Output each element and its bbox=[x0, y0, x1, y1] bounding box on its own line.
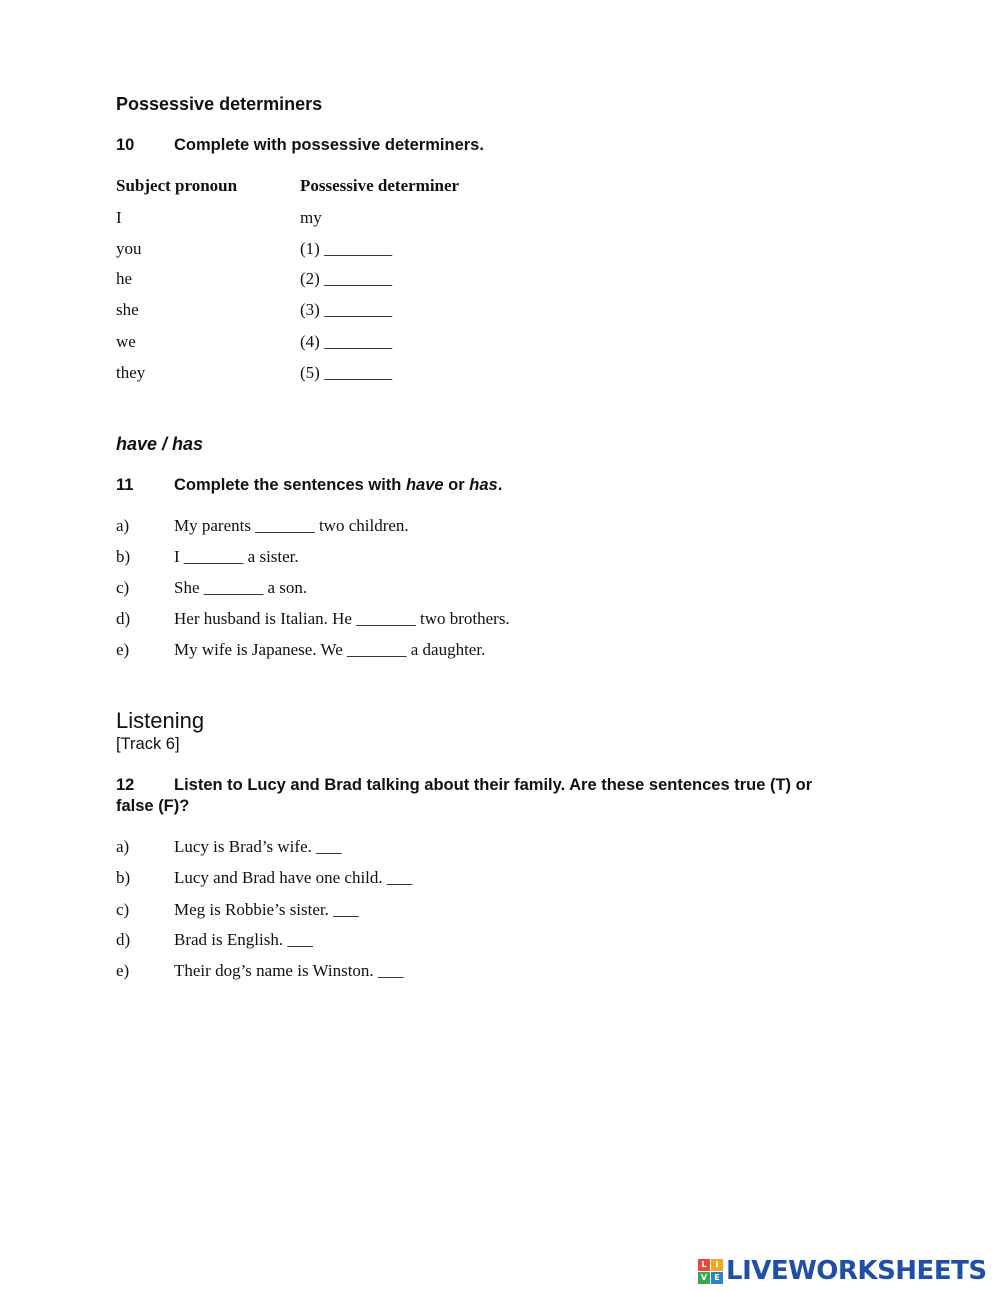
instruction-text: Complete the sentences with bbox=[174, 476, 406, 494]
logo-block: E bbox=[711, 1272, 723, 1284]
item-letter: b) bbox=[116, 547, 131, 566]
exercise-11-instruction bbox=[174, 476, 502, 495]
item-letter: a) bbox=[116, 837, 130, 856]
instruction-have: have bbox=[405, 476, 444, 494]
item-letter: d) bbox=[116, 930, 131, 949]
possessive-blank[interactable]: (1) ________ bbox=[300, 239, 393, 258]
exercise-number-11: 11 bbox=[116, 476, 134, 494]
possessive-blank[interactable]: (3) ________ bbox=[300, 300, 393, 319]
column-header-subject: Subject pronoun bbox=[116, 176, 238, 195]
subject-pronoun: she bbox=[116, 300, 139, 319]
true-false-item[interactable]: Brad is English. ___ bbox=[174, 930, 313, 949]
true-false-item[interactable]: Meg is Robbie’s sister. ___ bbox=[174, 900, 359, 919]
true-false-item[interactable]: Lucy and Brad have one child. ___ bbox=[174, 868, 413, 887]
exercise-number-12: 12 bbox=[116, 776, 135, 794]
item-letter: e) bbox=[116, 640, 130, 659]
possessive-blank[interactable]: (2) ________ bbox=[300, 269, 393, 288]
instruction-end: . bbox=[497, 476, 503, 494]
sentence-item[interactable]: I _______ a sister. bbox=[174, 547, 299, 566]
liveworksheets-logo bbox=[698, 1256, 987, 1286]
instruction-or: or bbox=[443, 476, 470, 494]
sentence-item[interactable]: Her husband is Italian. He _______ two brothers. bbox=[174, 609, 510, 628]
subject-pronoun: I bbox=[116, 208, 122, 227]
exercise-12-instruction-line2: false (F)? bbox=[116, 797, 190, 815]
logo-block: L bbox=[698, 1259, 710, 1271]
sentence-item[interactable]: My wife is Japanese. We _______ a daughter. bbox=[174, 640, 486, 659]
true-false-item[interactable]: Lucy is Brad’s wife. ___ bbox=[174, 837, 342, 856]
subject-pronoun: we bbox=[116, 332, 136, 351]
logo-text: LIVEWORKSHEETS bbox=[726, 1256, 987, 1286]
instruction-has: has bbox=[469, 476, 498, 494]
logo-block: V bbox=[698, 1272, 710, 1284]
exercise-12-instruction-line1: Listen to Lucy and Brad talking about their family. Are these sentences true (T) or bbox=[174, 776, 813, 794]
item-letter: a) bbox=[116, 516, 130, 535]
column-header-possessive: Possessive determiner bbox=[300, 176, 460, 195]
sentence-item[interactable]: My parents _______ two children. bbox=[174, 516, 409, 535]
logo-blocks-icon bbox=[698, 1259, 723, 1284]
track-label: [Track 6] bbox=[116, 735, 180, 753]
possessive-blank[interactable]: (5) ________ bbox=[300, 363, 393, 382]
section-heading-have-has: have / has bbox=[116, 434, 204, 454]
subject-pronoun: they bbox=[116, 363, 146, 382]
section-heading-listening: Listening bbox=[116, 708, 205, 733]
section-heading-possessive: Possessive determiners bbox=[116, 94, 323, 114]
item-letter: c) bbox=[116, 578, 130, 597]
item-letter: b) bbox=[116, 868, 131, 887]
sentence-item[interactable]: She _______ a son. bbox=[174, 578, 308, 597]
logo-block: I bbox=[711, 1259, 723, 1271]
item-letter: e) bbox=[116, 961, 130, 980]
subject-pronoun: you bbox=[116, 239, 142, 258]
exercise-10-instruction: Complete with possessive determiners. bbox=[174, 136, 484, 154]
possessive-blank[interactable]: (4) ________ bbox=[300, 332, 393, 351]
subject-pronoun: he bbox=[116, 269, 133, 288]
true-false-item[interactable]: Their dog’s name is Winston. ___ bbox=[174, 961, 404, 980]
exercise-number-10: 10 bbox=[116, 136, 135, 154]
item-letter: c) bbox=[116, 900, 130, 919]
possessive-answer: my bbox=[300, 208, 322, 227]
item-letter: d) bbox=[116, 609, 131, 628]
